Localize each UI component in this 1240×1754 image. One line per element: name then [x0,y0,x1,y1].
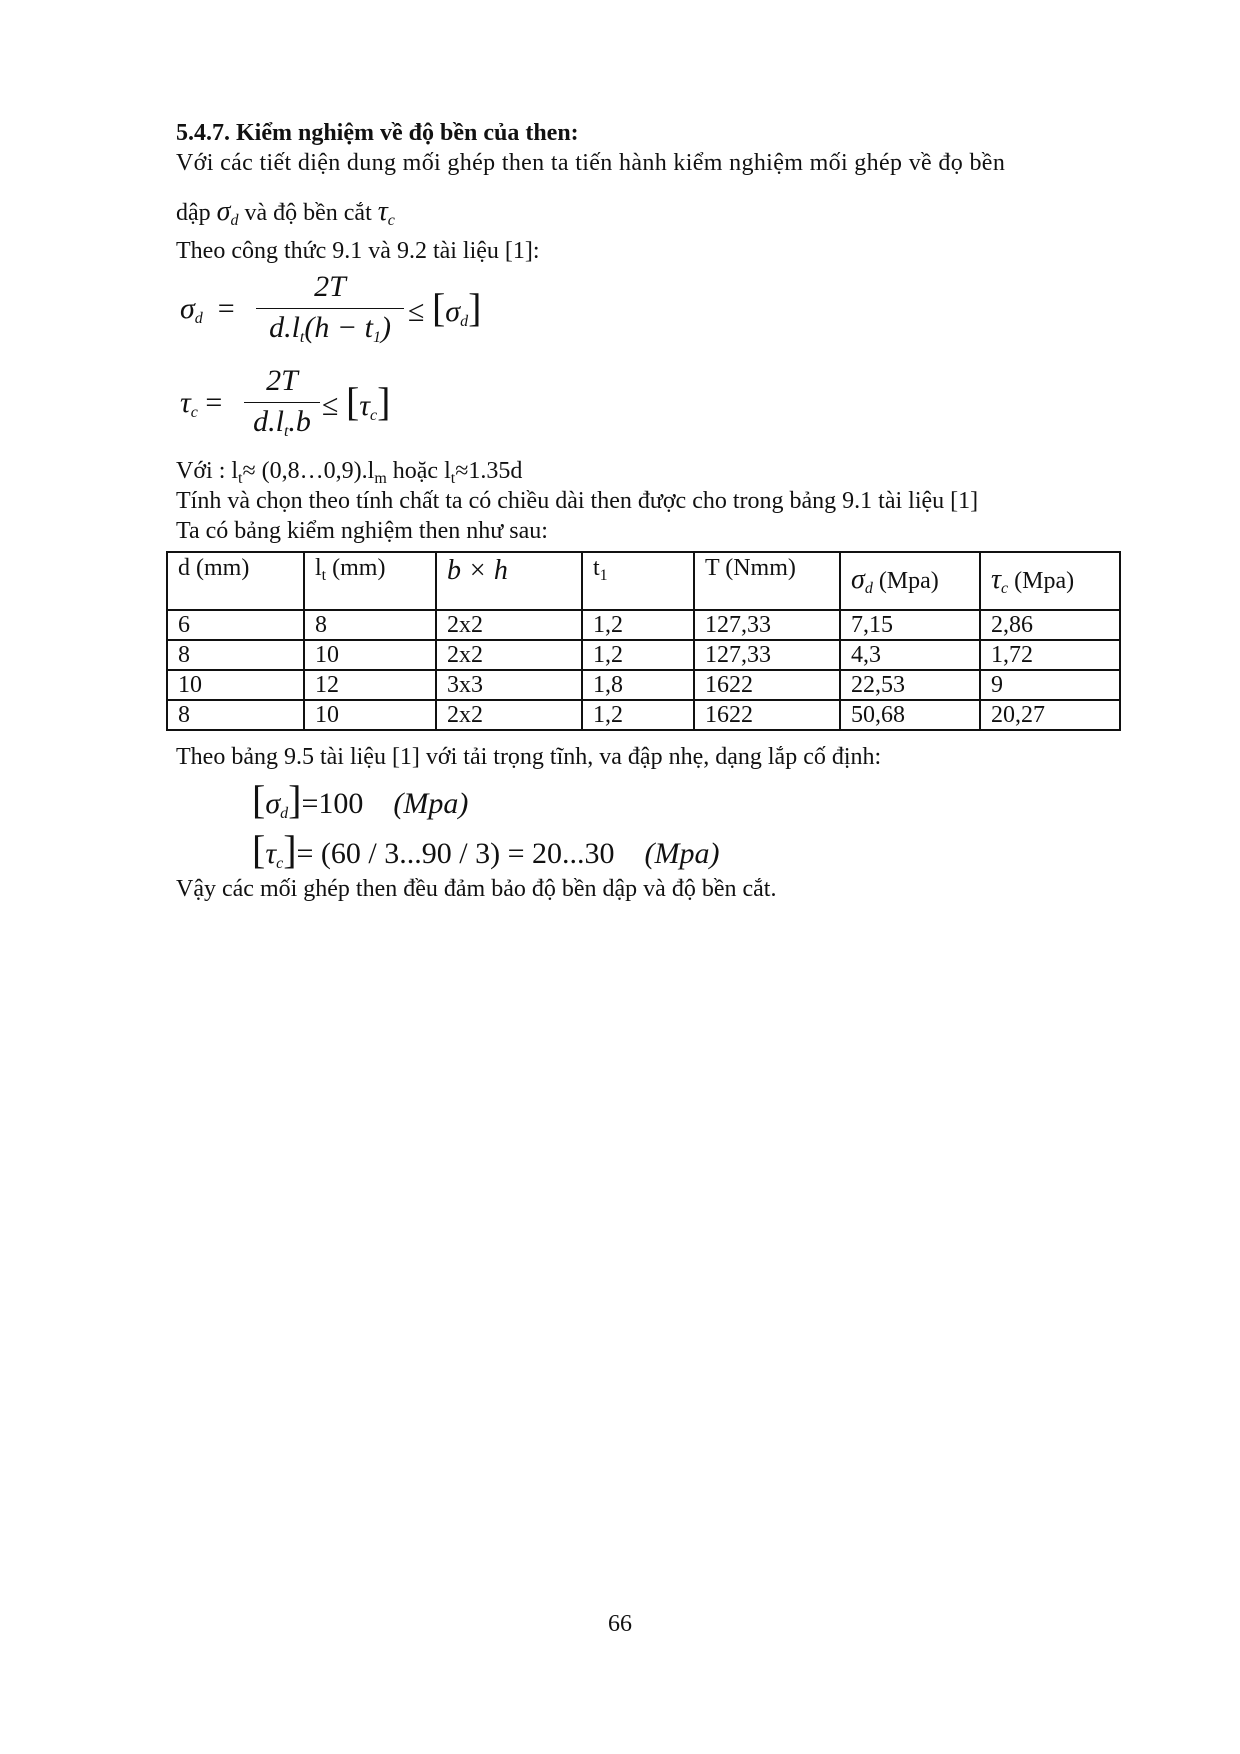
page-number: 66 [608,1611,632,1637]
sigma-sub: d [230,212,239,229]
allowable-tau: $[\tau_c]= (60 / 3...90 / 3) = 20...30$ (Mpa) [252,827,720,872]
formula-1-rhs-sub: d [460,313,469,330]
table-row [167,640,1120,670]
table-cell: 2x2 [436,700,582,730]
intro-text-b: và độ bền cắt [244,200,372,226]
table-cell: 9 [980,670,1120,700]
tau-symbol: τ [377,196,388,227]
table-cell: 7,15 [840,610,980,640]
table-header-row [167,552,1120,610]
table-row [167,700,1120,730]
table-cell: 8 [304,610,436,640]
formula-2-rhs-symbol: τ [359,389,371,422]
formula-2-lhs-symbol: τ [180,386,191,419]
tau-sub: c [387,212,395,229]
col-tau: $\tau_c$ (Mpa) [980,552,1120,610]
table-cell: 12 [304,670,436,700]
table-cell: 1622 [694,670,840,700]
col-lt: $l_t$ (mm) [304,552,436,610]
col-T: T (Nmm) [694,552,840,610]
table-cell: 10 [304,700,436,730]
table-cell: 1622 [694,700,840,730]
formula-2-denominator: $d.l_t.b$ [253,405,311,440]
col-sigma: $\sigma_d$ (Mpa) [840,552,980,610]
intro-text-a: dập [176,200,211,226]
length-relation: Với : $l_t\approx$ $(0,8\dots 0,9).l_m$ hoặc $l_t\approx 1.35d$ [176,458,523,487]
choose-line: Tính và chọn theo tính chất ta có chiều dài then được cho trong bảng 9.1 tài liệu [1] [176,488,979,514]
col-d: d (mm) [167,552,304,610]
table-cell: 1,2 [582,700,694,730]
table-cell: 10 [167,670,304,700]
formula-1-denominator: $d.l_t(h - t1)$ [269,311,391,346]
table-cell: 2,86 [980,610,1120,640]
formula-2-rhs-sub: c [370,407,378,424]
table-cell: 8 [167,640,304,670]
col-bxh: b × h [436,552,582,610]
formula-1-lhs-symbol: σ [180,292,195,325]
table-cell: 1,8 [582,670,694,700]
table-cell: 127,33 [694,640,840,670]
table-cell: 50,68 [840,700,980,730]
allowable-sigma: $[\sigma_d]=100$ (Mpa) [252,777,469,822]
formula-2-rel: ≤ [322,389,339,422]
table-row [167,670,1120,700]
table-cell: 2x2 [436,610,582,640]
formula-2-rhs: ≤ $[\tau_c]$ [322,379,391,424]
intro-line-1: Với các tiết diện dung mối ghép then ta tiến hành kiểm nghiệm mối ghép về đọ bền [176,150,1006,176]
formula-2-numerator: 2T [266,364,298,397]
formula-1-fraction [256,270,404,347]
conclusion: Vậy các mối ghép then đều đảm bảo độ bền dập và độ bền cắt. [176,876,777,902]
formula-2-lhs: $\tau_c$ = [180,386,223,421]
formula-1-rhs-symbol: σ [445,295,461,328]
table-cell: 2x2 [436,640,582,670]
table-cell: 1,2 [582,640,694,670]
allowable-reference: Theo bảng 9.5 tài liệu [1] với tải trọng tĩnh, va đập nhẹ, dạng lắp cố định: [176,744,882,770]
formula-reference: Theo công thức 9.1 và 9.2 tài liệu [1]: [176,238,540,264]
formula-2-fraction [244,364,320,441]
section-heading: 5.4.7. Kiểm nghiệm về độ bền của then: [176,120,579,146]
table-cell: 8 [167,700,304,730]
table-row [167,610,1120,640]
formula-1-lhs-sub: d [194,310,203,327]
table-cell: 20,27 [980,700,1120,730]
table-cell: 4,3 [840,640,980,670]
table-intro: Ta có bảng kiểm nghiệm then như sau: [176,518,548,544]
formula-1-rel: ≤ [408,295,425,328]
table-cell: 10 [304,640,436,670]
sigma-symbol: σ [216,196,231,227]
table-cell: 127,33 [694,610,840,640]
table-cell: 6 [167,610,304,640]
formula-1-numerator: 2T [314,270,346,303]
table-cell: 22,53 [840,670,980,700]
table-cell: 1,72 [980,640,1120,670]
formula-2-lhs-sub: c [190,404,198,421]
formula-1-rhs: ≤ $[\sigma_d]$ [408,285,482,330]
key-check-table [166,551,1121,731]
col-t1: $t_1$ [582,552,694,610]
table-cell: 3x3 [436,670,582,700]
intro-line-2 [176,196,395,230]
table-cell: 1,2 [582,610,694,640]
formula-1-lhs: $\sigma_d$ = [180,292,235,327]
